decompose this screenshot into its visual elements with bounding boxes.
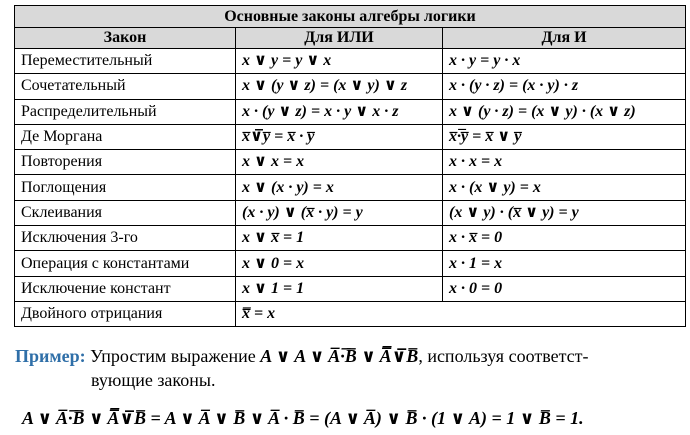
and-formula: x ∨ (y · z) = (x ∨ y) · (x ∨ z) <box>443 99 686 124</box>
and-formula: x · y = y · x <box>443 49 686 74</box>
or-formula: x ∨ x̅ = 1 <box>236 226 443 251</box>
and-formula: x · (x ∨ y) = x <box>443 175 686 200</box>
and-formula: x · x̅ = 0 <box>443 226 686 251</box>
table-row <box>15 49 686 74</box>
or-formula: x ∨ 0 = x <box>236 251 443 276</box>
laws-table <box>14 5 686 327</box>
law-name: Исключение констант <box>15 276 236 301</box>
table-row <box>15 99 686 124</box>
law-name: Распределительный <box>15 99 236 124</box>
or-formula: x ∨ (y ∨ z) = (x ∨ y) ∨ z <box>236 74 443 99</box>
law-name: Исключения 3-го <box>15 226 236 251</box>
law-name: Повторения <box>15 150 236 175</box>
table-row <box>15 226 686 251</box>
example-solution <box>22 405 687 431</box>
header-and: Для И <box>443 28 686 49</box>
table-title: Основные законы алгебры логики <box>15 6 686 28</box>
example-text-line2: вующие законы. <box>91 370 216 390</box>
or-formula: x̿ = x <box>236 301 686 326</box>
law-name: Сочетательный <box>15 74 236 99</box>
table-row <box>15 124 686 149</box>
header-law: Закон <box>15 28 236 49</box>
table-row <box>15 251 686 276</box>
and-formula: x · x = x <box>443 150 686 175</box>
example-text: Упростим выражение <box>90 346 256 366</box>
and-formula: (x ∨ y) · (x̅ ∨ y) = y <box>443 200 686 225</box>
table-row <box>15 200 686 225</box>
table-row <box>15 175 686 200</box>
law-name: Поглощения <box>15 175 236 200</box>
or-formula: x ∨ y = y ∨ x <box>236 49 443 74</box>
or-formula: (x · y) ∨ (x̅ · y) = y <box>236 200 443 225</box>
law-name: Де Моргана <box>15 124 236 149</box>
law-name: Переместительный <box>15 49 236 74</box>
table-row <box>15 276 686 301</box>
example-expression: A ∨ A ∨ A̅·̅B̅ ∨ A̿̅∨̅B̅ <box>260 346 419 366</box>
or-formula: x̅∨̅y̅ = x̅ · y̅ <box>236 124 443 149</box>
law-name: Двойного отрицания <box>15 301 236 326</box>
or-formula: x ∨ (x · y) = x <box>236 175 443 200</box>
example-text-after: , используя соответст- <box>418 346 589 366</box>
and-formula: x · 0 = 0 <box>443 276 686 301</box>
table-row <box>15 301 686 326</box>
or-formula: x · (y ∨ z) = x · y ∨ x · z <box>236 99 443 124</box>
and-formula: x̅·̅y̅ = x̅ ∨ y̅ <box>443 124 686 149</box>
and-formula: x · 1 = x <box>443 251 686 276</box>
and-formula: x · (y · z) = (x · y) · z <box>443 74 686 99</box>
example-block <box>15 344 685 392</box>
law-name: Операция с константами <box>15 251 236 276</box>
header-or: Для ИЛИ <box>236 28 443 49</box>
table-row <box>15 74 686 99</box>
or-formula: x ∨ 1 = 1 <box>236 276 443 301</box>
law-name: Склеивания <box>15 200 236 225</box>
table-row <box>15 150 686 175</box>
example-label: Пример: <box>15 346 86 366</box>
or-formula: x ∨ x = x <box>236 150 443 175</box>
solution-formula: A ∨ A̅·̅B̅ ∨ A̿̅∨̅B̅ = A ∨ A̅ ∨ B̅ ∨ A̅ · B̅ = (A ∨ A̅) ∨ B̅ · (1 ∨ A) = 1 ∨ B̅ = 1. <box>22 408 584 428</box>
